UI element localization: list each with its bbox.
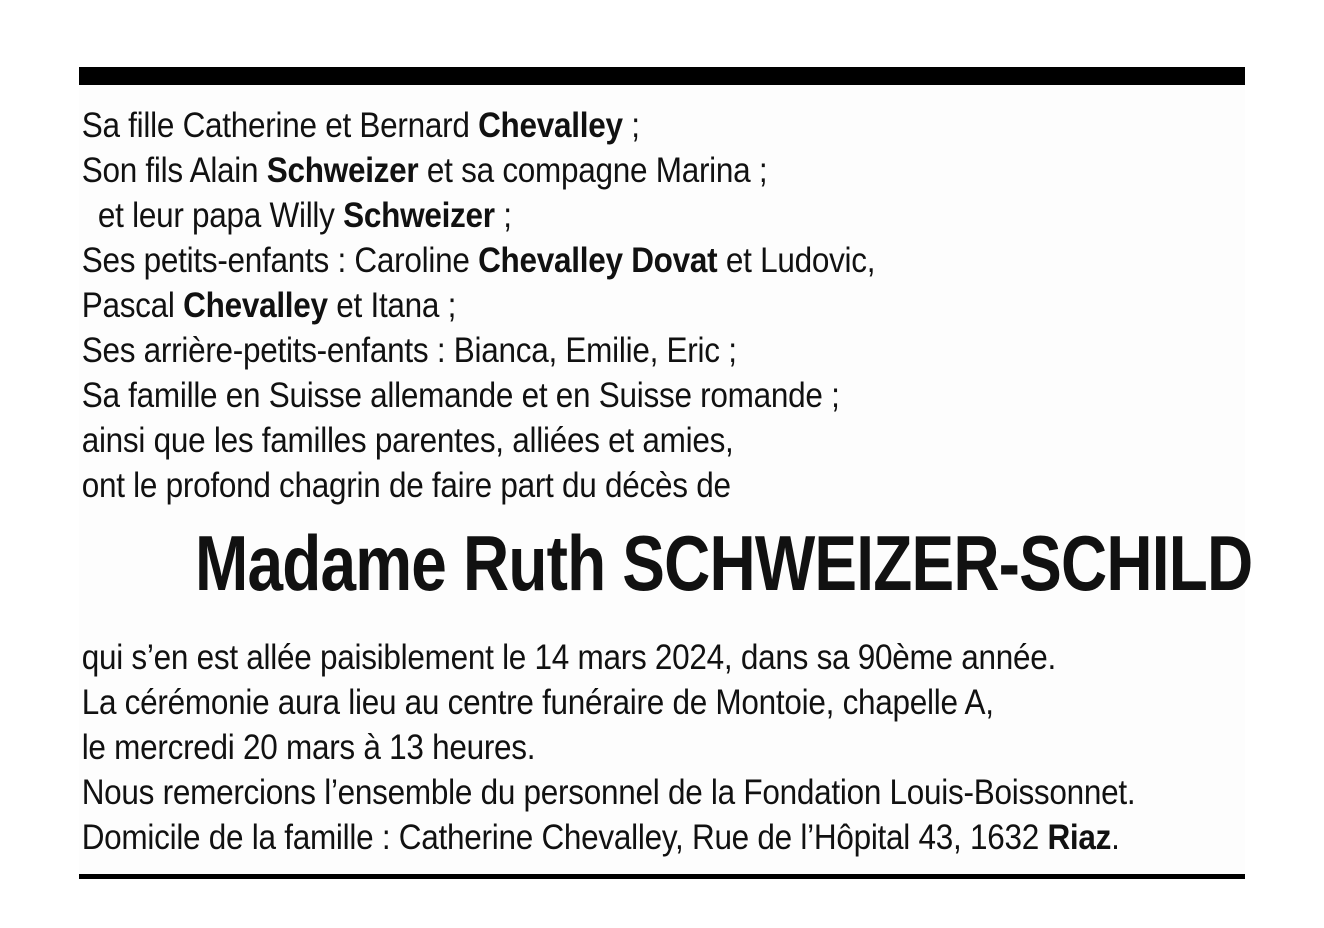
- detail-line-3: [82, 725, 1129, 770]
- family-line-3: [82, 193, 1129, 238]
- text-segment: Pascal: [81, 286, 184, 325]
- text-segment: et sa compagne Marina ;: [418, 151, 768, 190]
- text-segment: Ses arrière-petits-enfants : Bianca, Emilie, Eric ;: [81, 331, 737, 370]
- text-segment: Riaz: [1047, 818, 1112, 857]
- family-line-9: [82, 463, 1129, 508]
- family-line-4: [82, 238, 1129, 283]
- detail-line-1: [82, 635, 1129, 680]
- text-segment: Chevalley: [478, 106, 623, 145]
- text-segment: et Ludovic,: [717, 241, 876, 280]
- detail-line-2: [82, 680, 1129, 725]
- detail-lines-block: [79, 635, 1136, 860]
- family-line-6: [82, 328, 1129, 373]
- text-segment: Son fils Alain: [81, 151, 267, 190]
- text-segment: Sa fille Catherine et Bernard: [81, 106, 479, 145]
- text-segment: ont le profond chagrin de faire part du décès de: [81, 466, 731, 505]
- text-segment: Schweizer: [266, 151, 419, 190]
- text-segment: ;: [494, 196, 512, 235]
- deceased-name: Madame Ruth SCHWEIZER-SCHILD: [195, 519, 1253, 607]
- family-line-1: [82, 103, 1129, 148]
- text-segment: Chevalley: [183, 286, 328, 325]
- text-segment: ;: [622, 106, 640, 145]
- text-segment: le mercredi 20 mars à 13 heures.: [81, 728, 536, 767]
- text-segment: Sa famille en Suisse allemande et en Suisse romande ;: [81, 376, 840, 415]
- deceased-name-heading: [79, 519, 1253, 625]
- family-line-7: [82, 373, 1129, 418]
- family-line-5: [82, 283, 1129, 328]
- bottom-rule: [79, 874, 1245, 879]
- text-segment: Nous remercions l’ensemble du personnel de la Fondation Louis-Boissonnet.: [81, 773, 1136, 812]
- text-segment: Schweizer: [343, 196, 495, 235]
- text-segment: et leur papa Willy: [97, 196, 344, 235]
- family-line-2: [82, 148, 1129, 193]
- detail-line-4: [81, 770, 1136, 815]
- family-lines-block: [79, 103, 1128, 508]
- top-rule: [79, 67, 1245, 85]
- text-segment: Chevalley Dovat: [478, 241, 718, 280]
- text-segment: qui s’en est allée paisiblement le 14 mars 2024, dans sa 90ème année.: [81, 638, 1056, 677]
- detail-line-5: [82, 815, 1129, 860]
- death-notice: [79, 67, 1253, 879]
- text-segment: La cérémonie aura lieu au centre funéraire de Montoie, chapelle A,: [81, 683, 994, 722]
- text-segment: .: [1111, 818, 1120, 857]
- text-segment: Domicile de la famille : Catherine Chevalley, Rue de l’Hôpital 43, 1632: [81, 818, 1048, 857]
- family-line-8: [82, 418, 1129, 463]
- text-segment: Ses petits-enfants : Caroline: [81, 241, 479, 280]
- text-segment: et Itana ;: [327, 286, 457, 325]
- text-segment: ainsi que les familles parentes, alliées et amies,: [81, 421, 734, 460]
